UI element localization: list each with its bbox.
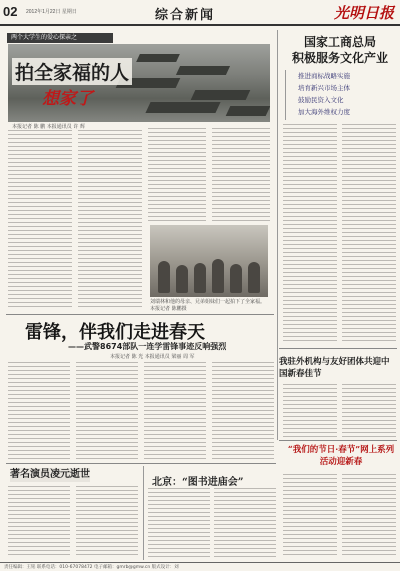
section-rule	[279, 348, 397, 349]
gov-bullets	[285, 70, 397, 120]
obituary-headline: 著名演员凌元逝世	[10, 469, 90, 480]
festival-body-col2	[342, 474, 396, 558]
gov-headline	[285, 34, 395, 66]
lei-feng-body-col3	[144, 362, 206, 462]
lei-feng-body-col4	[212, 362, 274, 462]
newspaper-logo: 光明日报	[333, 4, 394, 22]
family-photo-caption: 刘瑞林和他的母亲、兄弟姐妹们一起拍下了全家福。本报记者 陈鹏摄	[150, 299, 266, 312]
masthead	[0, 0, 400, 26]
overseas-body-col2	[342, 384, 396, 438]
festival-body-col1	[283, 474, 337, 558]
lei-feng-subheadline: ——武警8674部队一连学雷锋事迹反响强烈	[68, 342, 227, 351]
lei-feng-body-col2	[76, 362, 138, 462]
section-rule	[6, 463, 276, 464]
feature-body-col2	[78, 130, 142, 310]
section-title: 综合新闻	[155, 8, 216, 23]
page-number: 02	[3, 4, 18, 19]
festival-headline: “我们的节日·春节”网上系列活动迎新春	[287, 445, 395, 467]
overseas-headline: 我驻外机构与友好团体共迎中国新春佳节	[279, 357, 390, 379]
feature-body-col3	[148, 128, 206, 222]
column-rule	[277, 30, 278, 440]
feature-series-tag: 两个大学生的爱心探亲之	[7, 33, 113, 43]
book-fair-body-col2	[214, 488, 276, 558]
gov-bullet: 推进商标战略实施	[298, 72, 350, 80]
feature-byline: 本报记者 陈 鹏 本报通讯员 许 辉	[12, 124, 85, 130]
feature-headline: 拍全家福的人	[12, 58, 132, 85]
feature-headline-red: 想家了	[42, 89, 93, 109]
gov-bullet: 鼓励民资入文化	[298, 96, 344, 104]
section-rule	[6, 314, 274, 315]
gov-body-col2	[342, 124, 396, 344]
lei-feng-byline: 本报记者 陈 光 本报通讯员 梁丽 周 军	[110, 354, 195, 360]
gov-body-col1	[283, 124, 337, 344]
book-fair-headline: 北京：“图书进庙会”	[152, 477, 244, 488]
section-rule	[279, 440, 397, 441]
gov-headline-line2: 积极服务文化产业	[291, 51, 388, 65]
gov-bullet: 培育新兴市场主体	[298, 84, 350, 92]
issue-date: 2012年1月22日 星期日	[26, 9, 77, 15]
gov-headline-line1: 国家工商总局	[303, 35, 376, 49]
obituary-body-col1	[8, 486, 70, 558]
column-rule	[143, 466, 144, 560]
feature-body-col4	[212, 128, 270, 222]
obituary-body-col2	[76, 486, 138, 558]
lei-feng-headline: 雷锋，伴我们走进春天	[25, 322, 205, 343]
family-photo	[150, 225, 268, 297]
overseas-body-col1	[283, 384, 337, 438]
lei-feng-body-col1	[8, 362, 70, 462]
feature-body-col1	[8, 130, 72, 310]
gov-bullet: 加大海外维权力度	[298, 108, 350, 116]
page-footer: 责任编辑：王铭 联系电话：010-67078472 电子邮箱：gmrb@gmw.cn 版式设计：刘	[0, 562, 400, 571]
book-fair-body-col1	[148, 488, 210, 558]
